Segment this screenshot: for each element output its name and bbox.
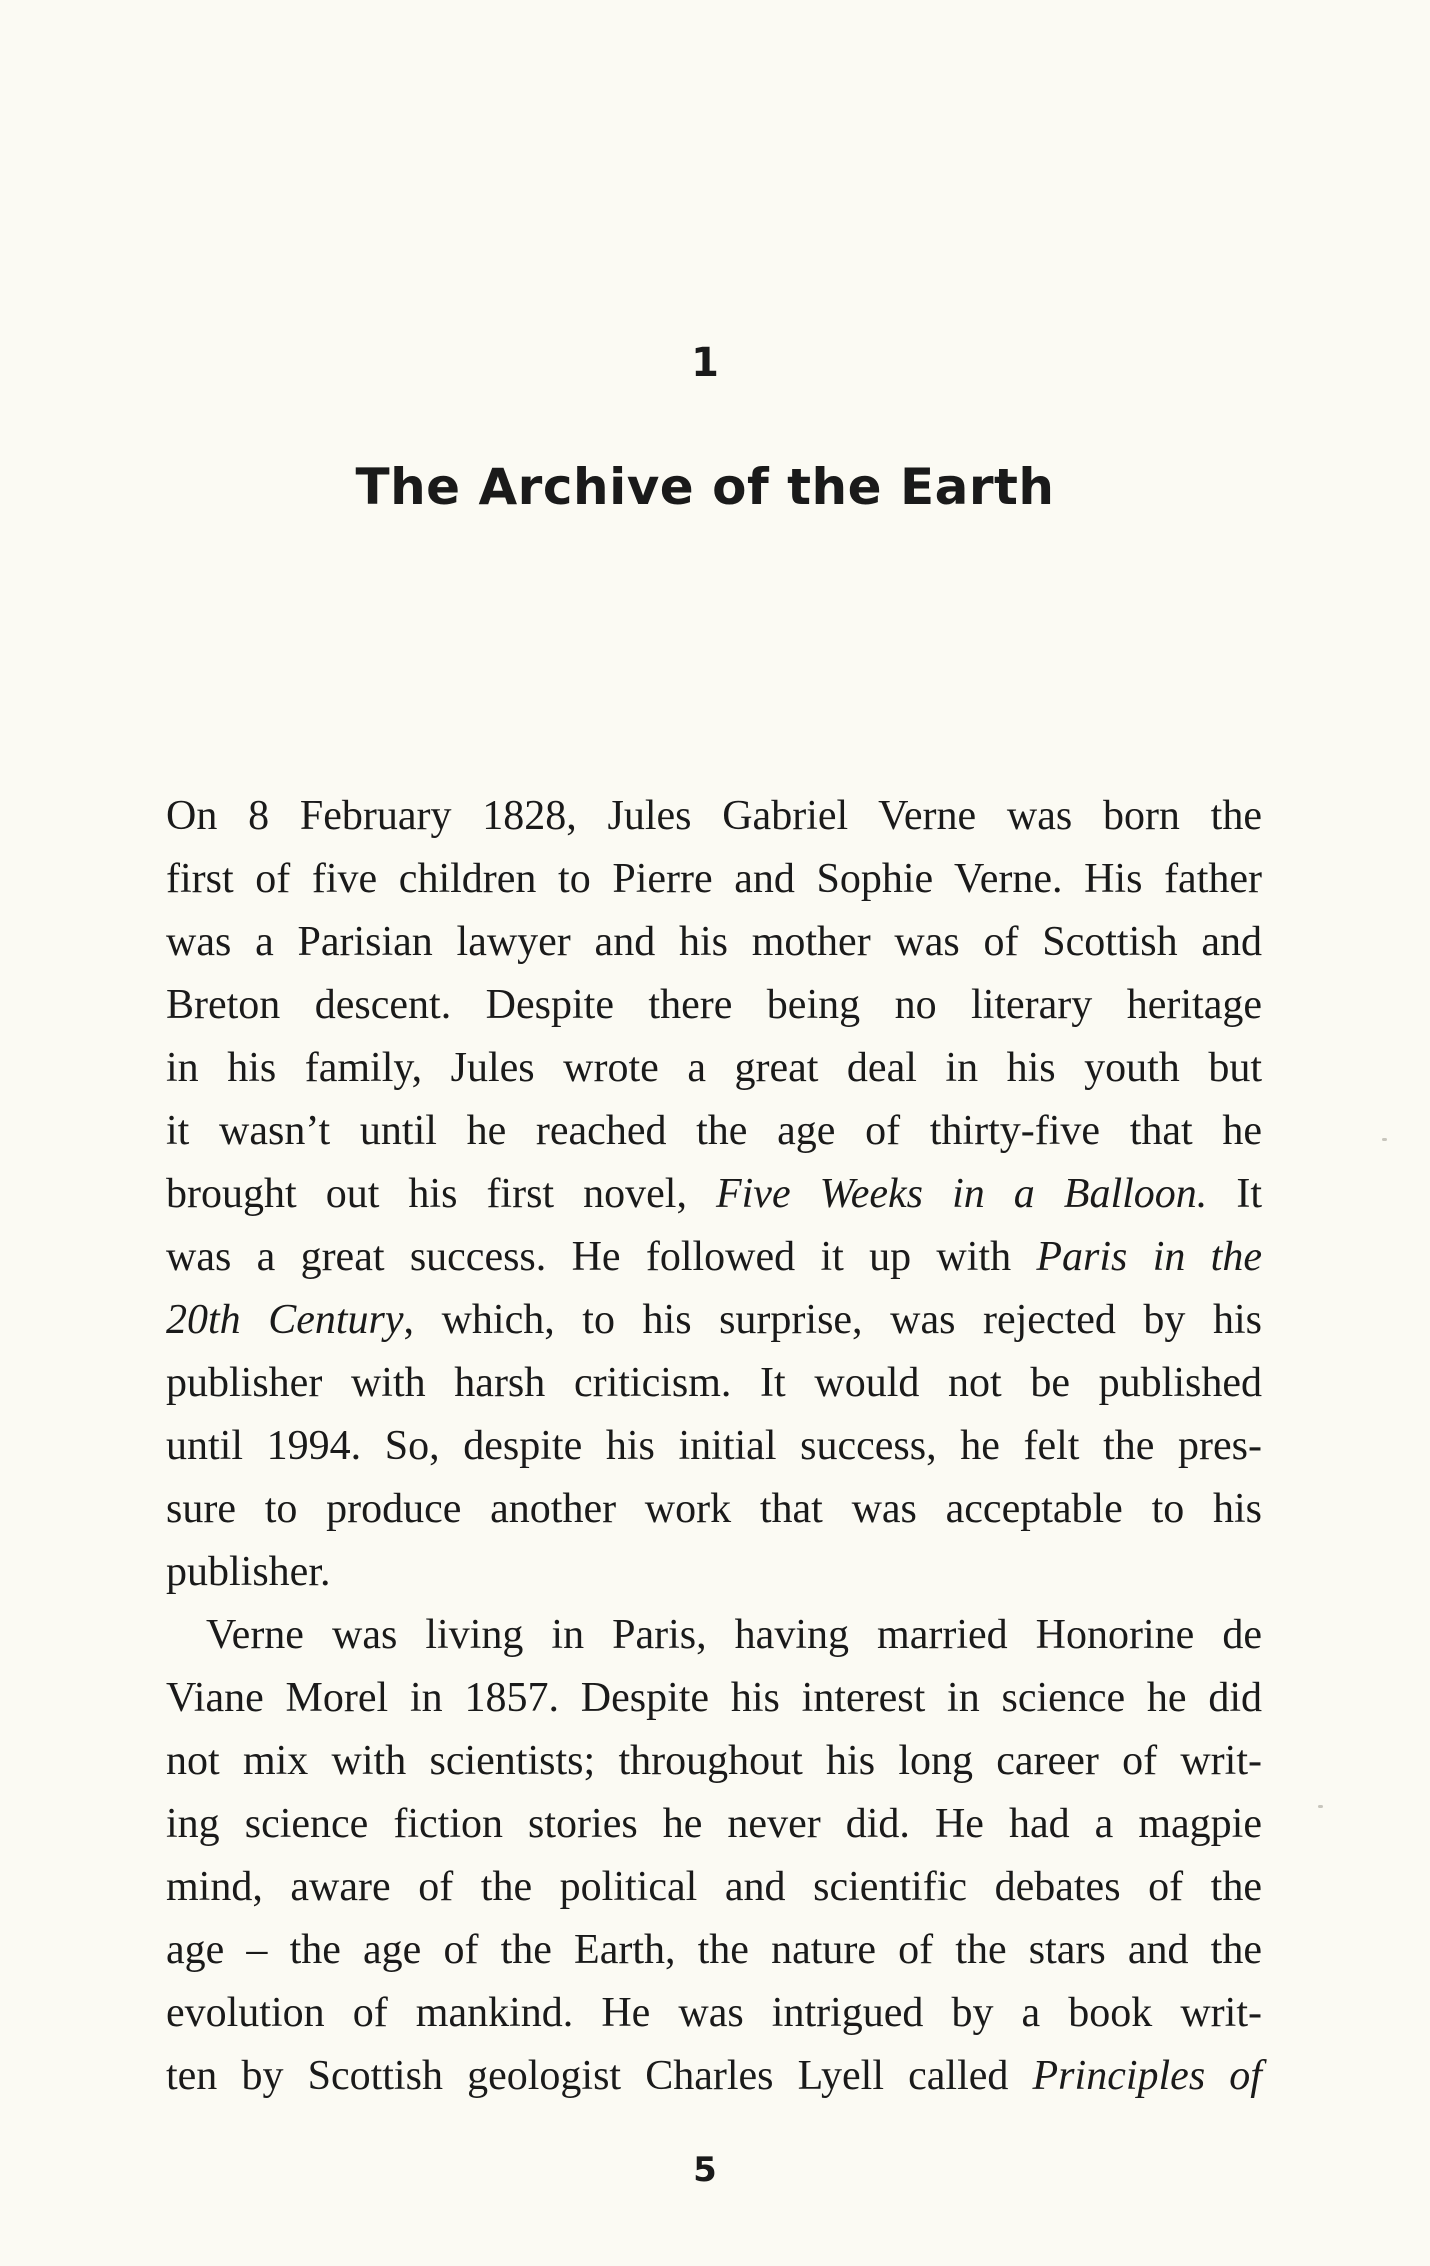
text-line: ing science fiction stories he never did. He had a magpie xyxy=(166,1801,1262,1847)
text-line: mind, aware of the political and scientific debates of the xyxy=(166,1864,1262,1910)
text-line: not mix with scientists; throughout his long career of writ- xyxy=(166,1738,1262,1784)
paper-speck xyxy=(1382,1138,1387,1141)
text-line: was a great success. He followed it up with Paris in the xyxy=(166,1234,1262,1280)
text-line: ten by Scottish geologist Charles Lyell called Principles of xyxy=(166,2053,1262,2099)
text-line: publisher. xyxy=(166,1549,331,1595)
text-line: age – the age of the Earth, the nature of the stars and the xyxy=(166,1927,1262,1973)
paper-speck xyxy=(1318,1805,1323,1808)
text-line: first of five children to Pierre and Sophie Verne. His father xyxy=(166,856,1262,902)
text-line: Breton descent. Despite there being no literary heritage xyxy=(166,982,1262,1028)
text-line: Viane Morel in 1857. Despite his interest in science he did xyxy=(166,1675,1262,1721)
paragraph-2 xyxy=(166,1604,1262,2108)
text-line: 20th Century, which, to his surprise, was rejected by his xyxy=(166,1297,1262,1343)
paragraph-1 xyxy=(166,785,1262,1604)
text-line: was a Parisian lawyer and his mother was of Scottish and xyxy=(166,919,1262,965)
text-line: sure to produce another work that was acceptable to his xyxy=(166,1486,1262,1532)
body-text xyxy=(166,785,1262,2108)
text-line: evolution of mankind. He was intrigued by a book writ- xyxy=(166,1990,1262,2036)
text-line: it wasn’t until he reached the age of thirty-five that he xyxy=(166,1108,1262,1154)
text-line: Verne was living in Paris, having married Honorine de xyxy=(206,1612,1262,1658)
text-line: On 8 February 1828, Jules Gabriel Verne was born the xyxy=(166,793,1262,839)
chapter-title: The Archive of the Earth xyxy=(355,458,1055,516)
page-number: 5 xyxy=(693,2150,717,2190)
text-line: publisher with harsh criticism. It would not be published xyxy=(166,1360,1262,1406)
text-line: until 1994. So, despite his initial success, he felt the pres- xyxy=(166,1423,1262,1469)
chapter-number: 1 xyxy=(691,340,719,386)
text-line: in his family, Jules wrote a great deal in his youth but xyxy=(166,1045,1262,1091)
text-line: brought out his first novel, Five Weeks in a Balloon. It xyxy=(166,1171,1263,1217)
